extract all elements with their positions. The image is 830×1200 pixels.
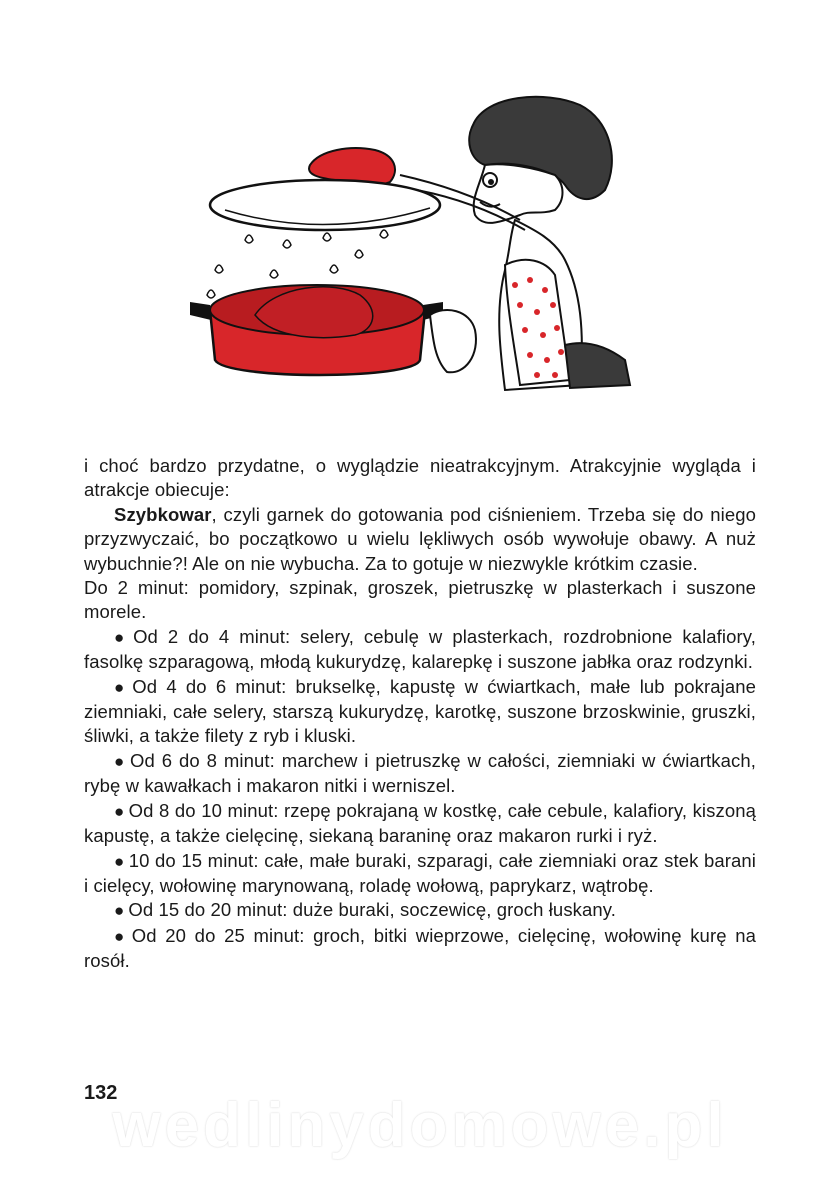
- list-item: ● Od 4 do 6 minut: brukselkę, kapustę w ćwiartkach, małe lub pokrajane ziemniaki, całe selery, starszą kukurydzę, karotkę, suszone brzoskwinie, gruszki, śliwki, a także filety z ryb i kluski.: [84, 675, 756, 747]
- szybkowar-paragraph: [84, 503, 756, 576]
- pot-lid: [210, 180, 440, 230]
- intro-paragraph: i choć bardzo przydatne, o wyglądzie nieatrakcyjnym. Atrakcyjnie wygląda i atrakcje obiecuje:: [84, 455, 756, 501]
- bullet-icon: ●: [114, 627, 130, 647]
- woman-lifting-pressure-cooker-lid-illustration: [185, 90, 645, 410]
- do2-paragraph: Do 2 minut: pomidory, szpinak, groszek, pietruszkę w plasterkach i suszone morele.: [84, 577, 756, 623]
- bullet-icon: ●: [114, 801, 125, 821]
- list-item: ● 10 do 15 minut: całe, małe buraki, szparagi, całe ziemniaki oraz stek barani i cielęcy, wołowinę marynowaną, roladę wołową, paprykarz, wątrobę.: [84, 849, 756, 896]
- bullet-icon: ●: [114, 851, 125, 871]
- szybkowar-term: Szybkowar: [114, 503, 212, 525]
- bullet-icon: ●: [114, 901, 125, 921]
- skirt: [565, 343, 630, 388]
- bullet-icon: ●: [114, 677, 129, 697]
- list-item: ● Od 8 do 10 minut: rzepę pokrajaną w kostkę, całe cebule, kalafiory, kiszoną kapustę, a także cielęcinę, siekaną baraninę oraz makaron rurki i ryż.: [84, 799, 756, 847]
- list-item: ● Od 2 do 4 minut: selery, cebulę w plasterkach, rozdrobnione kalafiory, fasolkę szparagową, młodą kukurydzę, kalarepkę i suszone jabłka oraz rodzynki.: [84, 625, 756, 673]
- watermark: wedlinydomowe.pl: [112, 1091, 728, 1160]
- pot-handle-left: [190, 302, 211, 320]
- list-item: ● Od 6 do 8 minut: marchew i pietruszkę w całości, ziemniaki w ćwiartkach, rybę w kawałkach i makaron nitki i werniszel.: [84, 749, 757, 797]
- list-item: ● Od 15 do 20 minut: duże buraki, soczewicę, groch łuskany.: [114, 899, 617, 921]
- szybkowar-text: , czyli garnek do gotowania pod ciśnieniem. Trzeba się do niego przyzwyczaić, bo początkowo u wielu lękliwych osób wywołuje obawy. A nuż wybuchnie?! Ale on nie wybucha. Za to gotuje w niezwykle krótkim czasie.: [84, 503, 756, 574]
- list-item: ● Od 20 do 25 minut: groch, bitki wieprzowe, cielęcinę, wołowinę kurę na rosół.: [84, 924, 757, 972]
- bullet-icon: ●: [114, 751, 126, 771]
- bullet-icon: ●: [114, 926, 128, 946]
- towel: [430, 310, 476, 372]
- page-number: 132: [84, 1082, 118, 1104]
- article-text: [84, 454, 756, 974]
